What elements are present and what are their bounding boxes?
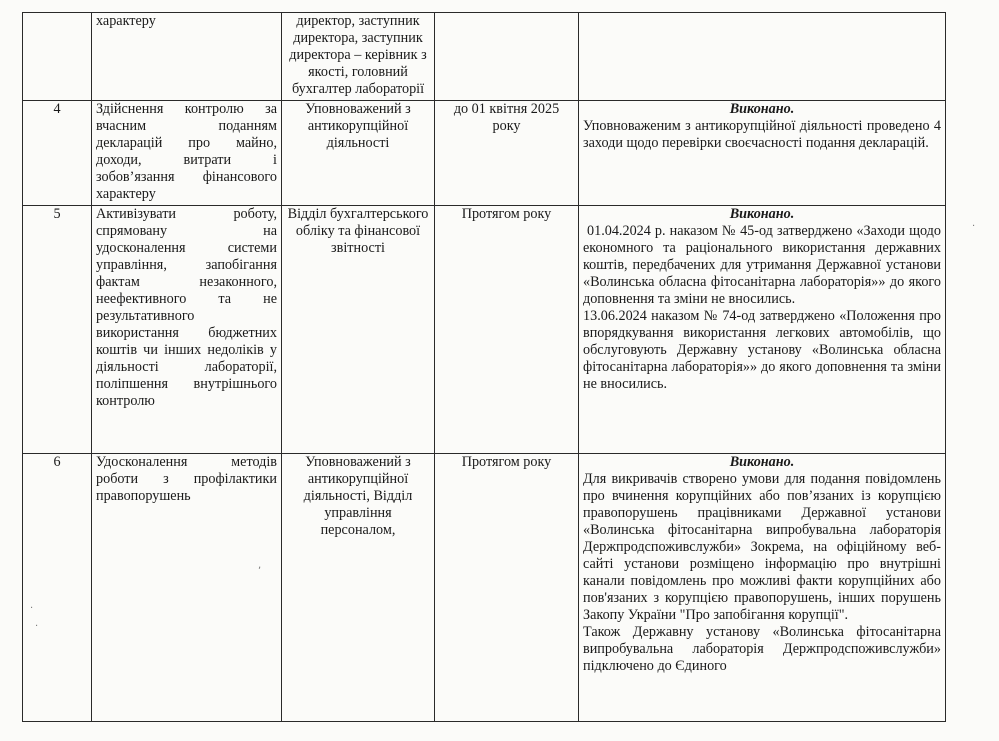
status-cell — [579, 454, 946, 722]
responsible-text: Уповноважений з антикорупційної діяльності — [282, 101, 435, 206]
scan-speck: . — [30, 600, 34, 611]
status-paragraph: 13.06.2024 наказом № 74-од затверджено «Положення про впорядкування використання легкових автомобілів, що обслуговують Державну установу «Волинська обласна фітосанітарна лабораторія»» до якого доповнення та зміни не вносились. — [583, 308, 941, 392]
row-number: 5 — [23, 206, 92, 454]
table-row — [23, 13, 946, 101]
status-done-label: Виконано. — [729, 454, 795, 470]
responsible-text: Відділ бухгалтерського обліку та фінансової звітності — [282, 206, 435, 454]
table-row — [23, 454, 946, 722]
status-paragraph: Уповноваженим з антикорупційної діяльності проведено 4 заходи щодо перевірки своєчасності подання декларацій. — [583, 118, 941, 151]
measure-text: Удосконалення методів роботи з профілактики правопорушень — [92, 454, 282, 722]
measure-text: Здійснення контролю за вчасним поданням декларацій про майно, доходи, витрати і зобов’язання фінансового характеру — [92, 101, 282, 206]
status-done-label: Виконано. — [729, 101, 795, 117]
row-number — [23, 13, 92, 101]
measure-text: Активізувати роботу, спрямовану на удосконалення системи управління, запобігання фактам незаконного, неефективного та не результативного використання бюджетних коштів чи інших недоліків у діяльності лабораторії, поліпшення внутрішнього контролю — [92, 206, 282, 454]
responsible-text: Уповноважений з антикорупційної діяльності, Відділ управління персоналом, — [282, 454, 435, 722]
status-cell — [579, 13, 946, 101]
term-text: до 01 квітня 2025 року — [435, 101, 579, 206]
term-text: Протягом року — [435, 206, 579, 454]
row-number: 6 — [23, 454, 92, 722]
measure-text: характеру — [92, 13, 282, 101]
scan-speck: . — [972, 218, 976, 229]
measures-table — [22, 12, 946, 722]
status-done-label: Виконано. — [729, 206, 795, 222]
term-text: Протягом року — [435, 454, 579, 722]
status-paragraph: 01.04.2024 р. наказом № 45-од затверджено «Заходи щодо економного та раціонального використання державних коштів, передбачених для утримання Державної установи «Волинська обласна фітосанітарна лабораторія»» до якого доповнення та зміни не вносились. — [583, 223, 941, 307]
status-cell — [579, 101, 946, 206]
scan-speck: . — [35, 618, 39, 629]
status-paragraph: Також Державну установу «Волинська фітосанітарна випробувальна лабораторія Держпродспоживслужби» підключено до Єдиного — [583, 624, 941, 674]
responsible-text: директор, заступник директора, заступник директора – керівник з якості, головний бухгалтер лабораторії — [282, 13, 435, 101]
scan-speck: , — [258, 560, 262, 571]
status-cell — [579, 206, 946, 454]
term-text — [435, 13, 579, 101]
row-number: 4 — [23, 101, 92, 206]
table-row — [23, 101, 946, 206]
status-paragraph: Для викривачів створено умови для подання повідомлень про вчинення корупційних або пов’язаних із корупцією правопорушень працівниками Державної установи «Волинська фітосанітарна випробувальна лабораторія Держпродспоживслужби» Зокрема, на офіційному веб-сайті установи розміщено інформацію про внутрішні канали повідомлень про можливі факти корупційних або пов'язаних з корупцією правопорушень, інших порушень Закопу України "Про запобігання корупції". — [583, 471, 941, 623]
table-row — [23, 206, 946, 454]
